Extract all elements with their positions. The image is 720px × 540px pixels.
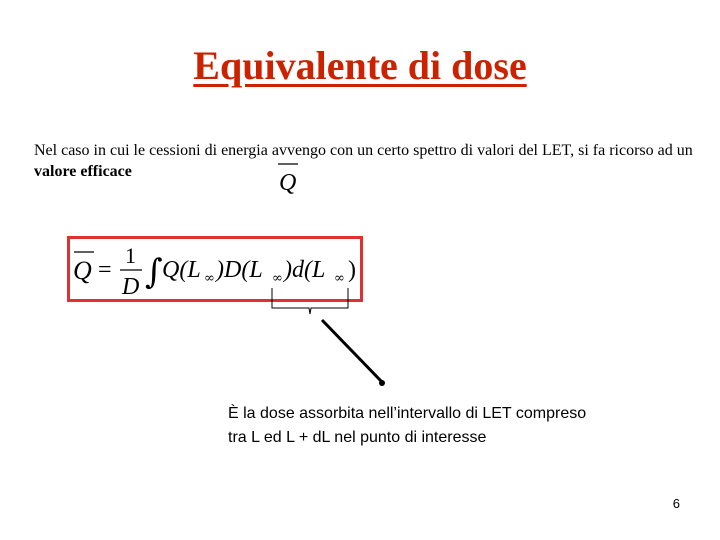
q-bar-symbol <box>274 158 304 198</box>
page-number: 6 <box>672 496 680 511</box>
caption-line-1: È la dose assorbita nell’intervallo di LET compreso <box>228 405 587 422</box>
integral-sign: ∫ <box>145 252 163 292</box>
slide-title: Equivalente di dose <box>193 43 527 88</box>
formula-equals: = <box>98 257 112 283</box>
brace-and-arrow <box>262 286 402 390</box>
formula-body-q: Q(L <box>162 257 201 283</box>
subscript-1: ∞ <box>204 271 215 286</box>
formula-denominator: D <box>122 274 140 299</box>
intro-paragraph <box>34 140 694 182</box>
formula-body-dl: )d(L <box>284 257 326 283</box>
intro-text: Nel caso in cui le cessioni di energia avvengo con un certo spettro di valori del LET, si fa ricorso ad un <box>34 142 693 159</box>
underbrace <box>272 288 348 314</box>
caption <box>228 402 668 450</box>
caption-line-2: tra L ed L + dL nel punto di interesse <box>228 429 487 446</box>
pointer-line <box>322 320 382 382</box>
formula-numerator: 1 <box>125 243 136 268</box>
pointer-dot <box>379 380 385 386</box>
subscript-3: ∞ <box>334 271 345 286</box>
formula-lhs: Q <box>73 256 92 285</box>
formula-close-paren: ) <box>348 257 356 283</box>
q-bar-letter: Q <box>279 170 297 196</box>
formula-body-d: )D(L <box>216 257 263 283</box>
subscript-2: ∞ <box>272 271 283 286</box>
intro-bold-term: valore efficace <box>34 163 132 180</box>
